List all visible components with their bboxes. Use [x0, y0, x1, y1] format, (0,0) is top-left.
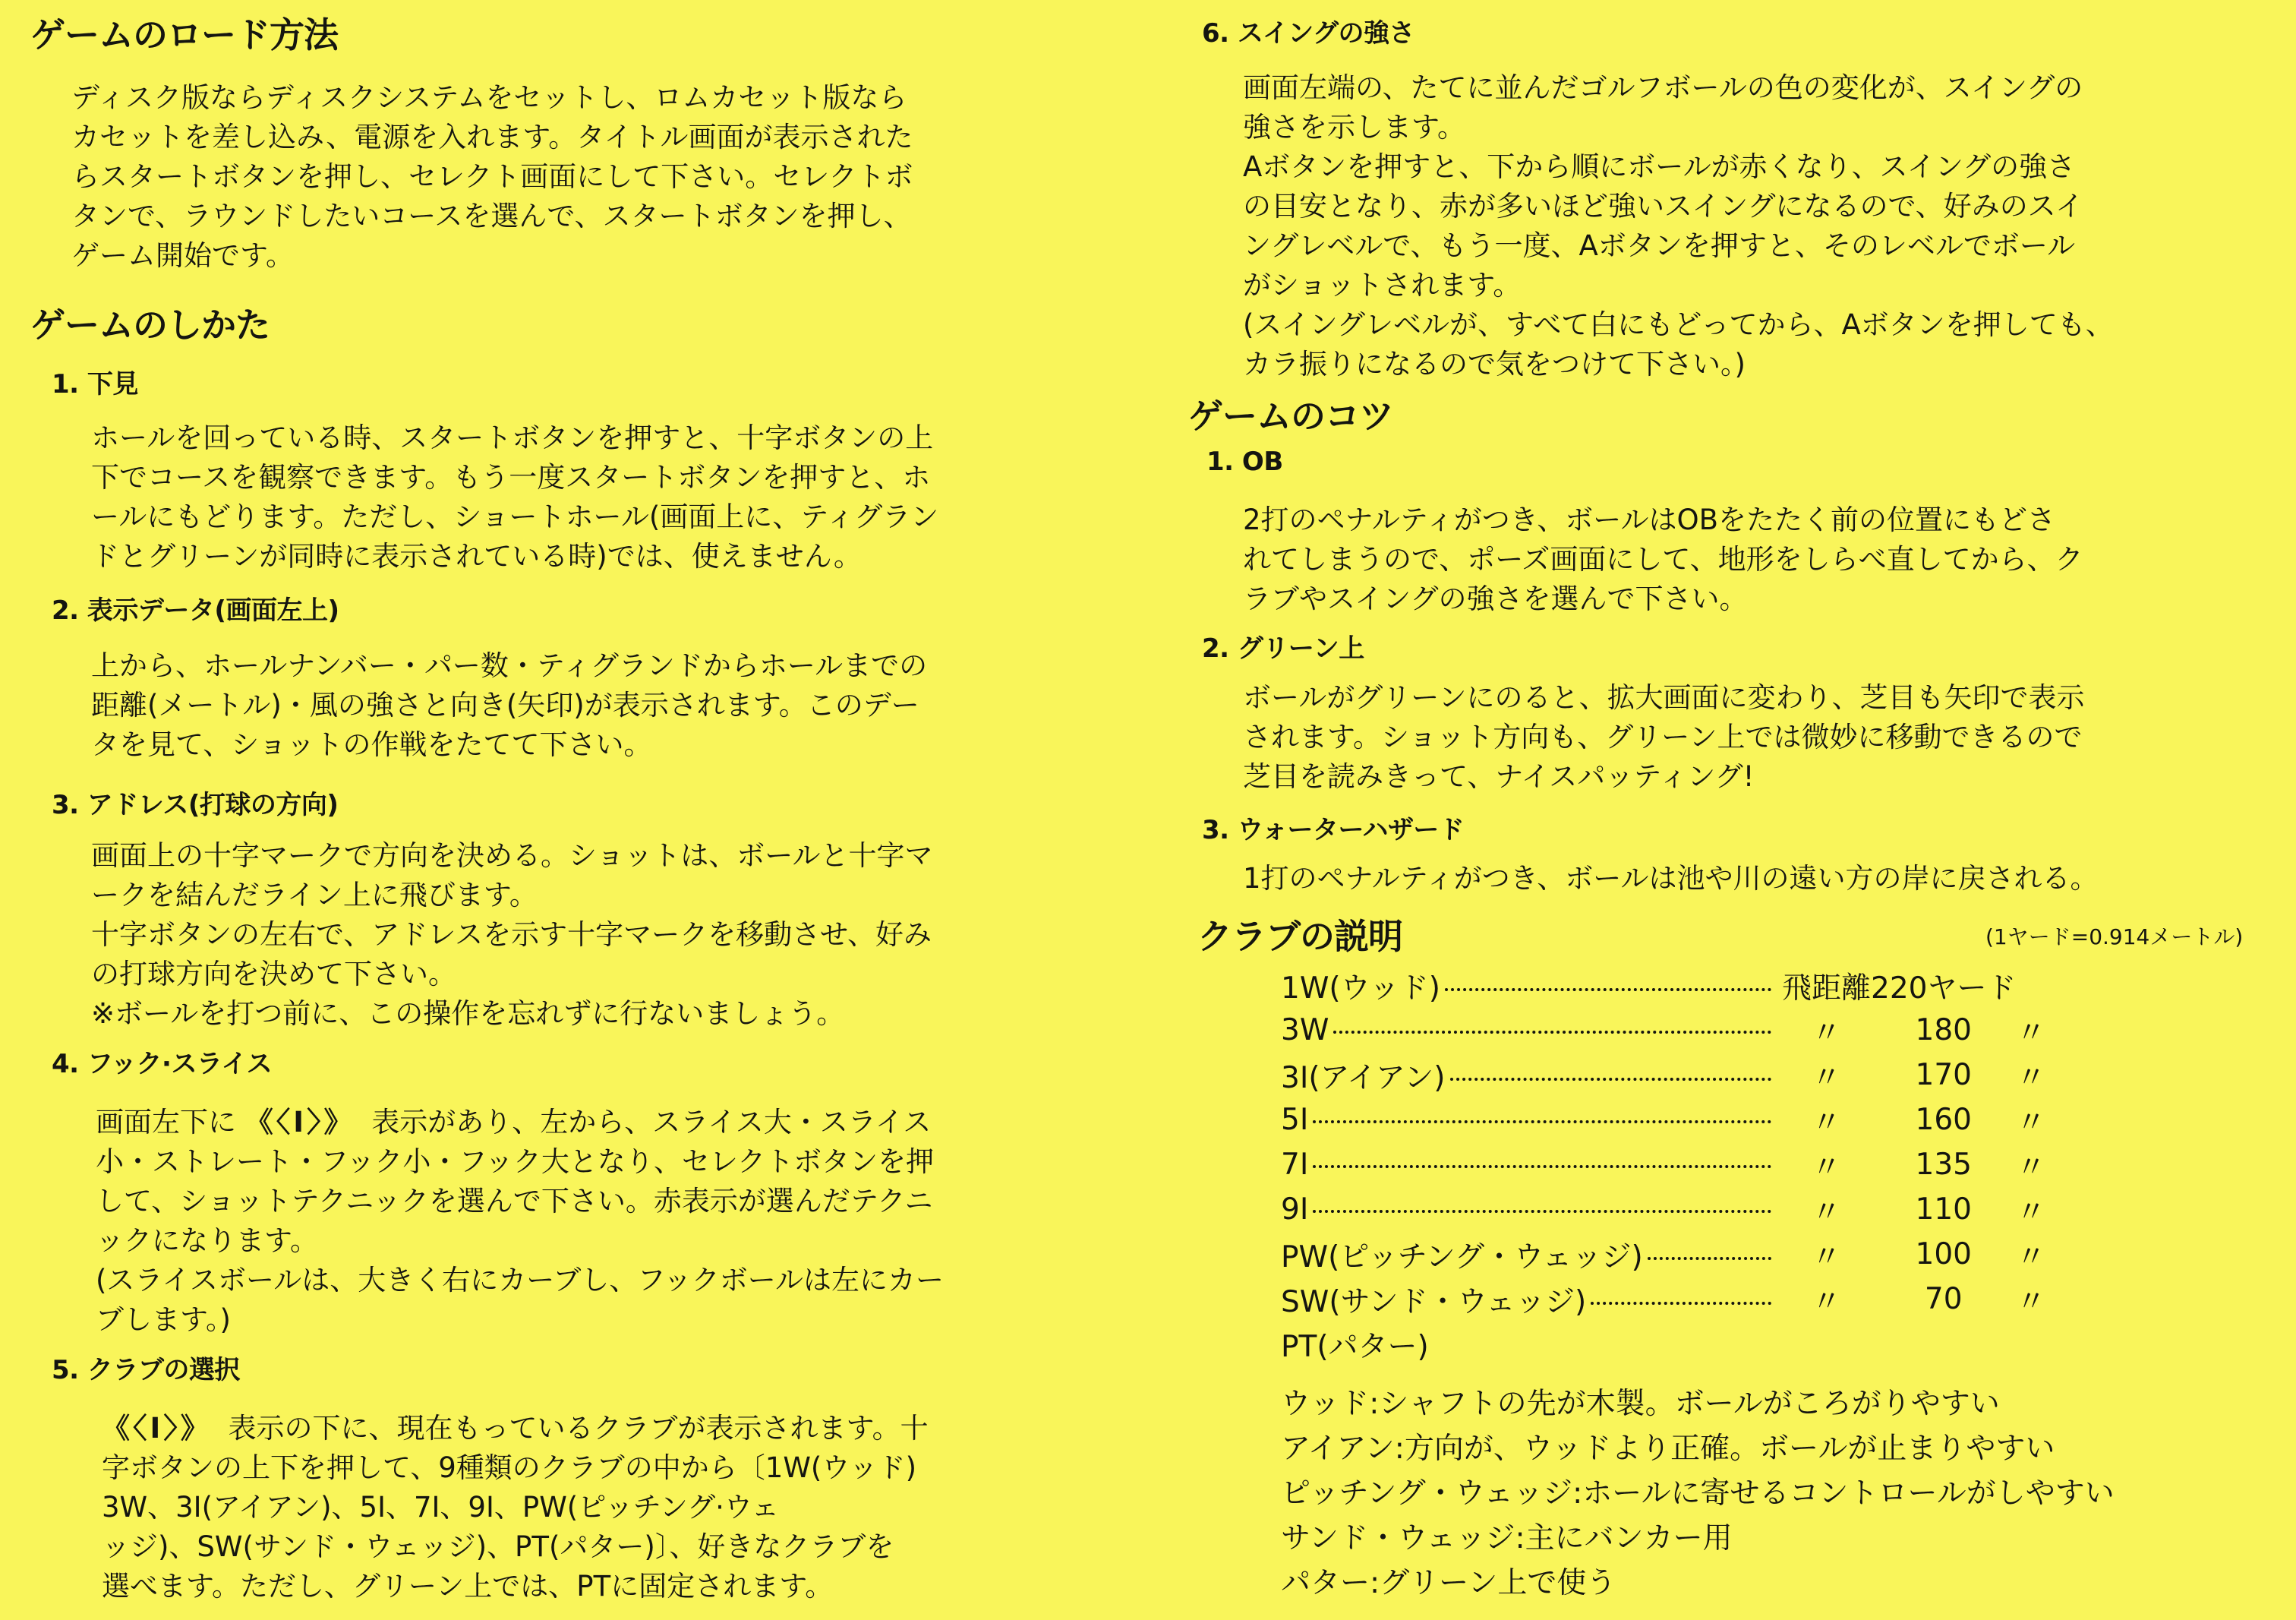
club-row [1281, 1053, 2077, 1097]
club-name-cell [1281, 1097, 1782, 1142]
section-address-heading: 3. アドレス(打球の方向) [52, 790, 339, 820]
text-span: 表示があり、左から、スライス大・スライス [371, 1106, 932, 1138]
club-dist: 170 [1915, 1058, 1972, 1092]
club-ditto: 〃 [1812, 1015, 1842, 1050]
section-club-select-heading: 5. クラブの選択 [52, 1355, 240, 1385]
how-to-play-heading: ゲームのしかた [30, 305, 270, 346]
club-name-cell [1281, 1008, 1782, 1053]
text-line [102, 1409, 929, 1448]
dot-leader [1648, 1257, 1771, 1260]
club-unit [2016, 1322, 2077, 1366]
text-line [96, 1103, 944, 1142]
text-span: 表示の下に、現在もっているクラブが表示されます。十 [228, 1412, 929, 1445]
club-unit [2016, 963, 2077, 1008]
text-line: がショットされます。 [1243, 269, 1522, 302]
club-ditto: 〃 [1812, 1195, 1842, 1230]
club-unit: 〃 [2016, 1105, 2046, 1140]
text-span: 画面左下に [96, 1106, 236, 1138]
club-name: PT(パター) [1281, 1330, 1433, 1364]
club-name: 3W [1281, 1013, 1333, 1047]
text-line: ボールがグリーンにのると、拡大画面に変わり、芝目も矢印で表示 [1243, 681, 2085, 714]
club-name: 5I [1281, 1103, 1313, 1137]
text-line: (スイングレベルが、すべて白にもどってから、Aボタンを押しても、 [1243, 308, 2114, 341]
section-hook-slice-heading: 4. フック·スライス [52, 1049, 273, 1079]
club-row [1281, 1187, 2077, 1232]
section-swing-strength-text [1243, 68, 2114, 384]
section-display-data-heading: 2. 表示データ(画面左上) [52, 595, 339, 626]
club-row [1281, 1277, 2077, 1322]
text-line: して、ショットテクニックを選んで下さい。赤表示が選んだテクニ [96, 1185, 933, 1217]
section-club-select-text [102, 1409, 929, 1606]
club-name: 7I [1281, 1148, 1313, 1182]
club-name-cell [1281, 1053, 1782, 1097]
club-name-cell [1281, 1322, 1782, 1366]
text-line: ゲーム開始です。 [71, 239, 295, 272]
club-type-wood: ウッド:シャフトの先が木製。ボールがころがりやすい [1281, 1387, 2000, 1421]
club-type-pitching-wedge: ピッチング・ウェッジ:ホールに寄せるコントロールがしやすい [1281, 1476, 2115, 1511]
club-unit: 〃 [2016, 1195, 2046, 1230]
text-line: されます。ショット方向も、グリーン上では微妙に移動できるので [1243, 721, 2083, 753]
club-row [1281, 1097, 2077, 1142]
text-line: 下でコースを観察できます。もう一度スタートボタンを押すと、ホ [91, 461, 931, 494]
text-line: の目安となり、赤が多いほど強いスイングになるので、好みのスイ [1243, 190, 2084, 223]
load-method-text [71, 78, 913, 276]
shot-guide-symbol: 《〈I〉》 [244, 1106, 355, 1138]
dot-leader [1445, 988, 1771, 991]
text-line: 小・ストレート・フック小・フック大となり、セレクトボタンを押 [96, 1145, 935, 1178]
club-dist: 180 [1915, 1013, 1972, 1047]
text-line: ラブやスイングの強さを選んで下さい。 [1243, 583, 1748, 615]
club-dist: 70 [1924, 1282, 1963, 1316]
club-ditto: 飛距離 [1782, 971, 1872, 1006]
club-unit: 〃 [2016, 1150, 2046, 1185]
text-line: ホールを回っている時、スタートボタンを押すと、十字ボタンの上 [91, 422, 934, 454]
text-line: らスタートボタンを押し、セレクト画面にして下さい。セレクトボ [71, 160, 913, 193]
club-name: PW(ピッチング・ウェッジ) [1281, 1240, 1648, 1274]
text-line: (スライスボールは、大きく右にカーブし、フックボールは左にカー [96, 1264, 945, 1296]
section-address-text [91, 836, 933, 1034]
club-type-iron: アイアン:方向が、ウッドより正確。ボールが止まりやすい [1281, 1432, 2055, 1466]
text-line: 画面上の十字マークで方向を決める。ショットは、ボールと十字マ [91, 839, 933, 872]
dot-leader [1313, 1165, 1771, 1168]
club-guide-heading: クラブの説明 [1197, 916, 1402, 957]
dot-leader [1313, 1210, 1771, 1213]
text-line: 強さを示します。 [1243, 111, 1466, 144]
game-tips-heading: ゲームのコツ [1188, 396, 1393, 437]
club-name: 1W(ウッド) [1281, 971, 1445, 1006]
club-name-cell [1281, 1277, 1782, 1322]
text-line: ークを結んだライン上に飛びます。 [91, 879, 538, 911]
club-row [1281, 1142, 2077, 1187]
section-display-data-text [91, 646, 927, 765]
text-line: れてしまうので、ポーズ画面にして、地形をしらべ直してから、ク [1243, 543, 2083, 576]
text-line: 選べます。ただし、グリーン上では、PTに固定されます。 [102, 1570, 834, 1603]
club-name-cell [1281, 1187, 1782, 1232]
text-line: 上から、ホールナンバー・パー数・ティグランドからホールまでの [91, 649, 928, 682]
club-ditto: 〃 [1812, 1239, 1842, 1274]
text-line: ールにもどります。ただし、ショートホール(画面上に、ティグラン [91, 501, 939, 533]
club-unit: 〃 [2016, 1015, 2046, 1050]
text-line: ブします。) [96, 1303, 231, 1336]
text-line: カラ振りになるので気をつけて下さい。) [1243, 348, 1746, 381]
club-row [1281, 1008, 2077, 1053]
club-unit: 〃 [2016, 1060, 2046, 1095]
club-name-cell [1281, 963, 1782, 1008]
section-hook-slice-text [96, 1103, 944, 1340]
section-preview-heading: 1. 下見 [52, 369, 138, 399]
text-line: タを見て、ショットの作戦をたてて下さい。 [91, 728, 652, 761]
text-line: 芝目を読みきって、ナイスパッティング! [1243, 760, 1755, 793]
text-line: カセットを差し込み、電源を入れます。タイトル画面が表示された [71, 121, 913, 153]
tip-ob-heading: 1. OB [1206, 447, 1283, 477]
dot-leader [1591, 1302, 1771, 1305]
club-dist: 135 [1915, 1148, 1972, 1182]
text-line: 十字ボタンの左右で、アドレスを示す十字マークを移動させ、好み [91, 918, 932, 951]
tip-ob-text [1243, 501, 2083, 619]
text-line: 字ボタンの上下を押して、9種類のクラブの中から〔1W(ウッド) [102, 1451, 917, 1484]
tip-water-hazard-heading: 3. ウォーターハザード [1202, 815, 1465, 845]
tip-green-text [1243, 678, 2085, 797]
club-name: 3I(アイアン) [1281, 1061, 1450, 1095]
club-dist: 110 [1915, 1192, 1972, 1227]
text-line: ングレベルで、もう一度、Aボタンを押すと、そのレベルでボール [1243, 229, 2076, 262]
shot-guide-symbol: 《〈I〉》 [102, 1412, 212, 1445]
text-line: 画面左端の、たてに並んだゴルフボールの色の変化が、スイングの [1243, 71, 2083, 104]
club-name-cell [1281, 1232, 1782, 1277]
text-line: ドとグリーンが同時に表示されている時)では、使えません。 [91, 540, 862, 573]
text-line: 2打のペナルティがつき、ボールはOBをたたく前の位置にもどさ [1243, 504, 2056, 536]
section-swing-strength-heading: 6. スイングの強さ [1202, 18, 1415, 49]
text-line: ※ボールを打つ前に、この操作を忘れずに行ないましょう。 [91, 997, 845, 1030]
club-dist: 100 [1915, 1237, 1972, 1271]
dot-leader [1333, 1031, 1771, 1034]
text-line: Aボタンを押すと、下から順にボールが赤くなり、スイングの強さ [1243, 150, 2076, 183]
club-ditto: 〃 [1812, 1105, 1842, 1140]
dot-leader [1450, 1078, 1771, 1081]
club-type-sand-wedge: サンド・ウェッジ:主にバンカー用 [1281, 1521, 1733, 1555]
club-ditto [1782, 1322, 1871, 1366]
club-ditto: 〃 [1812, 1060, 1842, 1095]
club-type-putter: パター:グリーン上で使う [1281, 1566, 1616, 1600]
club-ditto: 〃 [1812, 1150, 1842, 1185]
club-distance-table [1281, 963, 2077, 1366]
text-line: ディスク版ならディスクシステムをセットし、ロムカセット版なら [71, 81, 907, 114]
dot-leader [1313, 1120, 1771, 1123]
club-name: SW(サンド・ウェッジ) [1281, 1285, 1591, 1319]
club-name: 9I [1281, 1192, 1313, 1227]
text-line: の打球方向を決めて下さい。 [91, 958, 456, 990]
text-line: 距離(メートル)・風の強さと向き(矢印)が表示されます。このデー [91, 689, 919, 722]
text-line: ックになります。 [96, 1224, 319, 1257]
club-row [1281, 963, 2077, 1008]
club-name-cell [1281, 1142, 1782, 1187]
section-preview-text [91, 418, 938, 576]
club-dist: 160 [1915, 1103, 1972, 1137]
yard-conversion-note: (1ヤード=0.914メートル) [1985, 924, 2244, 949]
club-ditto: 〃 [1812, 1284, 1842, 1319]
text-line: 3W、3I(アイアン)、5I、7I、9I、PW(ピッチング·ウェ [102, 1491, 780, 1524]
club-dist: 220ヤード [1871, 971, 2017, 1006]
club-row [1281, 1322, 2077, 1366]
text-line: タンで、ラウンドしたいコースを選んで、スタートボタンを押し、 [71, 200, 912, 232]
club-row [1281, 1232, 2077, 1277]
club-dist [1871, 1322, 2016, 1366]
load-method-heading: ゲームのロード方法 [30, 14, 338, 55]
tip-green-heading: 2. グリーン上 [1202, 633, 1364, 664]
tip-water-hazard-text [1243, 859, 2099, 898]
text-line: 1打のペナルティがつき、ボールは池や川の遠い方の岸に戻される。 [1243, 862, 2099, 895]
club-unit: 〃 [2016, 1239, 2046, 1274]
text-line: ッジ)、SW(サンド・ウェッジ)、PT(パター)〕、好きなクラブを [102, 1530, 894, 1563]
club-unit: 〃 [2016, 1284, 2046, 1319]
